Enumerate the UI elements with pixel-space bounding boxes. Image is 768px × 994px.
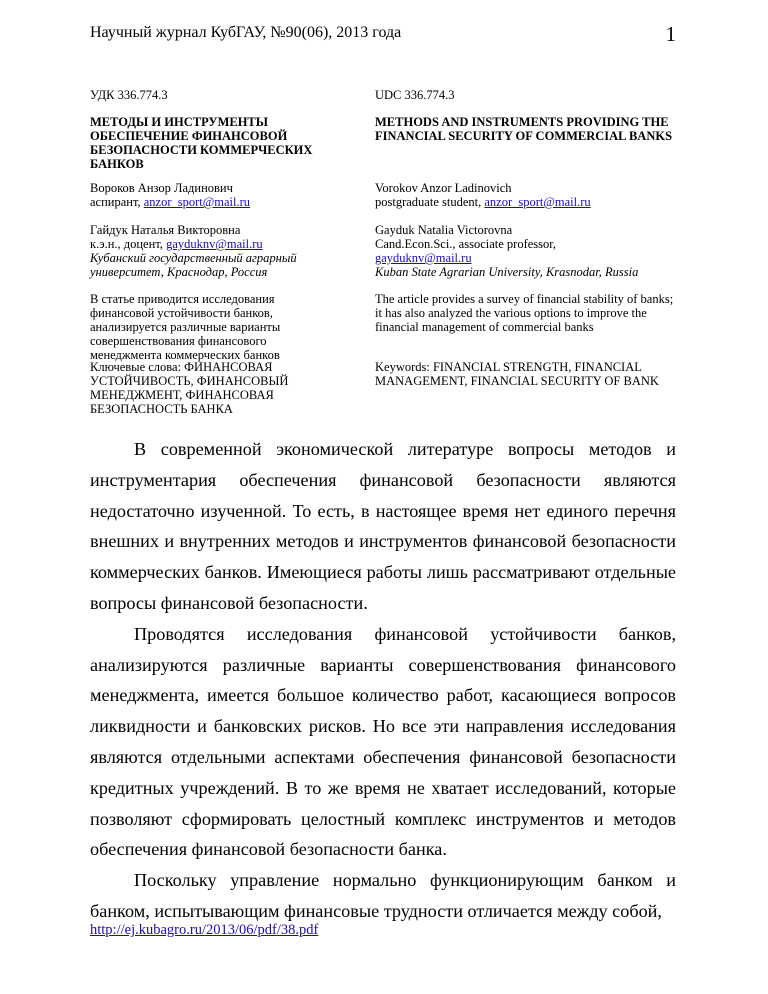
author1-email-link-en[interactable]: anzor_sport@mail.ru <box>484 195 591 209</box>
author2-ru <box>90 223 340 279</box>
author1-ru-role-line <box>90 195 340 209</box>
author2-en-affiliation: Kuban State Agrarian University, Krasnodar, Russia <box>375 265 639 279</box>
footer-url-link[interactable]: http://ej.kubagro.ru/2013/06/pdf/38.pdf <box>90 922 319 938</box>
keywords-en: Keywords: FINANCIAL STRENGTH, FINANCIAL MANAGEMENT, FINANCIAL SECURITY OF BANK <box>375 360 659 388</box>
udc-ru: УДК 336.774.3 <box>90 88 168 102</box>
author1-email-link-ru[interactable]: anzor_sport@mail.ru <box>143 195 251 209</box>
author2-ru-role: к.э.н., доцент, <box>90 237 167 251</box>
udc-en: UDC 336.774.3 <box>375 88 455 102</box>
keywords-row <box>90 360 676 420</box>
paragraph-1: В современной экономической литературе вопросы методов и инструментария обеспечения финансовой безопасности являются недостаточно изученной. То есть, в настоящее время нет единого перечня внешних и внутренних методов и инструментов финансовой безопасности коммерческих банков. Имеющиеся работы лишь рассматривают отдельные вопросы финансовой безопасности. <box>90 439 676 613</box>
abstract-row <box>90 292 676 362</box>
title-ru: МЕТОДЫ И ИНСТРУМЕНТЫ ОБЕСПЕЧЕНИЕ ФИНАНСОВОЙ БЕЗОПАСНОСТИ КОММЕРЧЕСКИХ БАНКОВ <box>90 115 313 171</box>
page-footer <box>90 922 318 939</box>
author2-email-link-ru[interactable]: gayduknv@mail.ru <box>166 237 263 251</box>
article-body <box>90 434 676 927</box>
author2-ru-affiliation: Кубанский государственный аграрный университет, Краснодар, Россия <box>90 251 297 279</box>
page-number: 1 <box>665 22 676 46</box>
author1-en <box>375 181 675 209</box>
author1-en-role: postgraduate student, <box>375 195 485 209</box>
title-en: METHODS AND INSTRUMENTS PROVIDING THE FINANCIAL SECURITY OF COMMERCIAL BANKS <box>375 115 673 143</box>
author1-row <box>90 181 676 211</box>
author1-en-name: Vorokov Anzor Ladinovich <box>375 181 512 195</box>
page-header <box>90 10 676 50</box>
udc-row <box>90 88 676 104</box>
title-row <box>90 115 676 175</box>
abstract-en: The article provides a survey of financial stability of banks; it has also analyzed the various options to improve the financial management of commercial banks <box>375 292 674 334</box>
author2-ru-name: Гайдук Наталья Викторовна <box>90 223 241 237</box>
paragraph-3: Поскольку управление нормально функционирующим банком и банком, испытывающим финансовые трудности отличается между собой, <box>90 870 676 921</box>
author2-row <box>90 223 676 281</box>
author1-ru <box>90 181 340 209</box>
author2-en-role: Cand.Econ.Sci., associate professor, <box>375 237 557 251</box>
keywords-ru: Ключевые слова: ФИНАНСОВАЯ УСТОЙЧИВОСТЬ, ФИНАНСОВЫЙ МЕНЕДЖМЕНТ, ФИНАНСОВАЯ БЕЗОПАСНОСТЬ БАНКА <box>90 360 289 416</box>
author1-ru-role: аспирант, <box>90 195 144 209</box>
paragraph-2: Проводятся исследования финансовой устойчивости банков, анализируются различные варианты совершенствования финансового менеджмента, имеется большое количество работ, касающиеся вопросов ликвидности и банковских рисков. Но все эти направления исследования являются отдельными аспектами обеспечения финансовой безопасности кредитных учреждений. В то же время не хватает исследований, которые позволяют сформировать целостный комплекс инструментов и методов обеспечения финансовой безопасности банка. <box>90 623 676 860</box>
author2-en-name: Gayduk Natalia Victorovna <box>375 223 513 237</box>
author1-en-role-line <box>375 195 675 209</box>
author2-email-link-en[interactable]: gayduknv@mail.ru <box>375 251 472 265</box>
author2-en <box>375 223 675 279</box>
author2-ru-role-line <box>90 237 340 251</box>
abstract-ru: В статье приводится исследования финансовой устойчивости банков, анализируется различные варианты совершенствования финансового менеджмента коммерческих банков <box>90 292 281 362</box>
journal-title: Научный журнал КубГАУ, №90(06), 2013 года <box>90 24 402 41</box>
author1-ru-name: Вороков Анзор Ладинович <box>90 181 233 195</box>
